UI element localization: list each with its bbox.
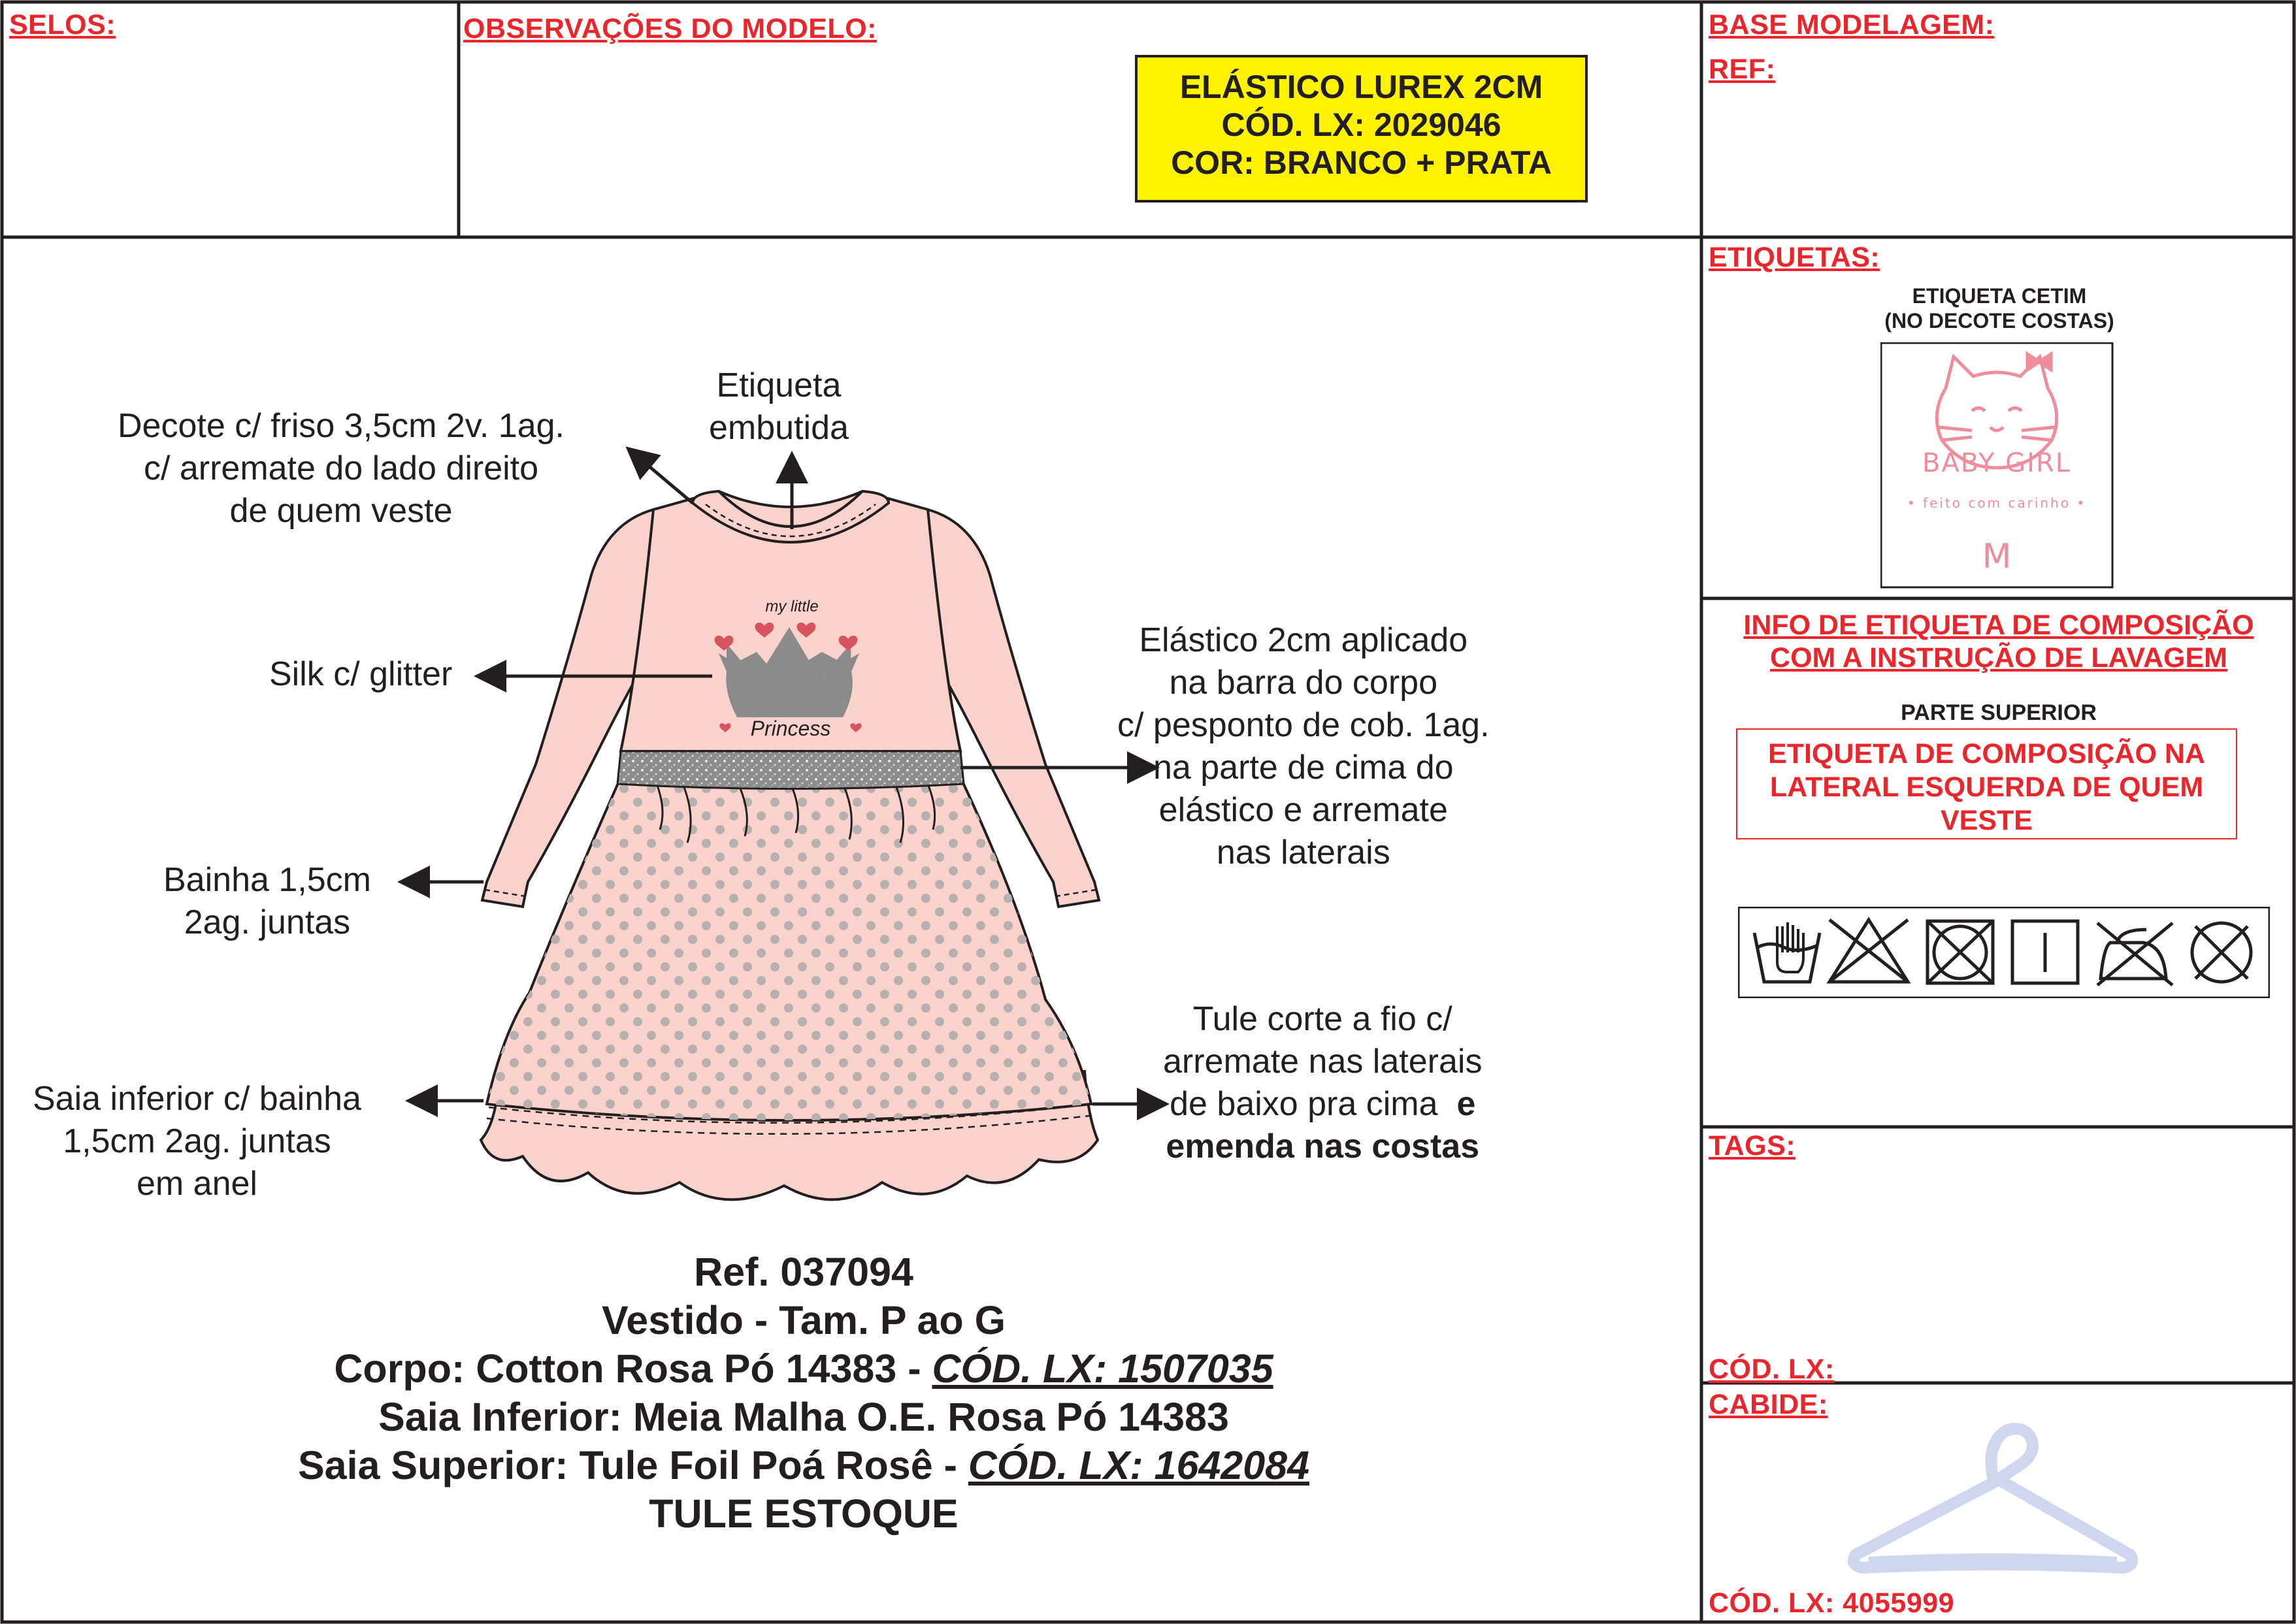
callout-line: c/ pesponto de cob. 1ag. — [1117, 706, 1490, 744]
ref-saia-inferior: Saia Inferior: Meia Malha O.E. Rosa Pó 14383 — [378, 1395, 1229, 1439]
hanger-icon — [1843, 1405, 2143, 1574]
base-modelagem-label: BASE MODELAGEM: — [1709, 9, 1995, 41]
callout-line: Saia inferior c/ bainha — [33, 1080, 361, 1118]
callout-line: emenda nas costas — [1166, 1128, 1480, 1165]
etiquetas-label: ETIQUETAS: — [1709, 242, 1880, 273]
tags-label: TAGS: — [1709, 1130, 1796, 1161]
callout-bold: e — [1456, 1085, 1476, 1123]
ref-corpo — [196, 1344, 1411, 1393]
upper-skirt — [487, 777, 1091, 1120]
glitter-waistband — [617, 751, 964, 789]
callout-line — [1163, 1083, 1482, 1126]
composition-box-line: ETIQUETA DE COMPOSIÇÃO NA — [1768, 738, 2205, 770]
callout-saia — [33, 1078, 361, 1205]
reference-block — [196, 1248, 1411, 1538]
label-title-line: (NO DECOTE COSTAS) — [1884, 309, 2114, 333]
callout-line: Elástico 2cm aplicado — [1139, 621, 1468, 659]
callout-line: na parte de cima do — [1153, 749, 1454, 787]
callout-tule — [1163, 998, 1482, 1168]
ref-saia-superior-code: CÓD. LX: 1642084 — [968, 1443, 1310, 1487]
ref-saia-superior — [196, 1441, 1411, 1489]
selos-label: SELOS: — [9, 9, 116, 41]
composition-box-line: LATERAL ESQUERDA DE QUEM — [1769, 771, 2204, 803]
label-tagline: • feito com carinho • — [1907, 495, 2087, 511]
composition-box-line: VESTE — [1941, 805, 2033, 836]
callout-line: Bainha 1,5cm — [163, 861, 371, 899]
callout-bainha — [163, 859, 371, 944]
callout-line: na barra do corpo — [1169, 664, 1438, 702]
callout-line: nas laterais — [1216, 834, 1390, 871]
callout-line: de quem veste — [229, 492, 453, 530]
composition-info-line: INFO DE ETIQUETA DE COMPOSIÇÃO — [1743, 609, 2254, 641]
label-size: M — [1982, 537, 2012, 576]
observacoes-label: OBSERVAÇÕES DO MODELO: — [463, 13, 877, 44]
label-title — [1875, 284, 2124, 333]
wash-care-symbols — [1738, 907, 2270, 998]
callout-line: Tule corte a fio c/ — [1192, 1000, 1452, 1038]
callout-elastico — [1117, 619, 1490, 874]
callout-line: arremate nas laterais — [1163, 1043, 1483, 1080]
print-top-text: my little — [765, 598, 819, 615]
elastic-spec-line: CÓD. LX: 2029046 — [1221, 106, 1501, 143]
composition-info-line: COM A INSTRUÇÃO DE LAVAGEM — [1770, 642, 2227, 674]
callout-text: de baixo pra cima — [1170, 1085, 1438, 1123]
callout-line: Etiqueta — [716, 366, 842, 404]
ref-saia-superior-text: Saia Superior: Tule Foil Poá Rosê - — [297, 1443, 957, 1487]
parte-superior-label: PARTE SUPERIOR — [1901, 700, 2097, 725]
callout-line: 2ag. juntas — [184, 903, 351, 941]
callout-line: embutida — [709, 409, 849, 447]
ref-corpo-code: CÓD. LX: 1507035 — [932, 1346, 1273, 1391]
ref-label: REF: — [1709, 54, 1776, 85]
callout-etiqueta — [709, 365, 849, 449]
callout-line: Decote c/ friso 3,5cm 2v. 1ag. — [118, 407, 565, 445]
elastic-spec-line: COR: BRANCO + PRATA — [1171, 144, 1552, 181]
callout-line: c/ arremate do lado direito — [143, 449, 539, 487]
callout-line: elástico e arremate — [1158, 791, 1448, 829]
cabide-label: CABIDE: — [1709, 1389, 1828, 1420]
cabide-code: CÓD. LX: 4055999 — [1709, 1587, 1955, 1619]
callout-line: 1,5cm 2ag. juntas — [63, 1122, 331, 1160]
callout-silk: Silk c/ glitter — [269, 655, 453, 693]
callout-line: em anel — [136, 1165, 257, 1203]
label-brand: BABY GIRL — [1922, 448, 2072, 478]
ref-product: Vestido - Tam. P ao G — [601, 1298, 1006, 1342]
elastic-spec-line: ELÁSTICO LUREX 2CM — [1179, 69, 1543, 105]
tags-cod-label: CÓD. LX: — [1709, 1354, 1835, 1385]
ref-tule-estoque: TULE ESTOQUE — [649, 1491, 959, 1536]
ref-corpo-text: Corpo: Cotton Rosa Pó 14383 - — [334, 1346, 921, 1391]
composition-info-title — [1701, 609, 2296, 674]
print-bottom-text: Princess — [750, 717, 831, 740]
label-title-line: ETIQUETA CETIM — [1912, 284, 2087, 308]
callout-decote — [118, 405, 565, 532]
ref-number: Ref. 037094 — [694, 1250, 913, 1294]
composition-location-box — [1736, 728, 2237, 839]
